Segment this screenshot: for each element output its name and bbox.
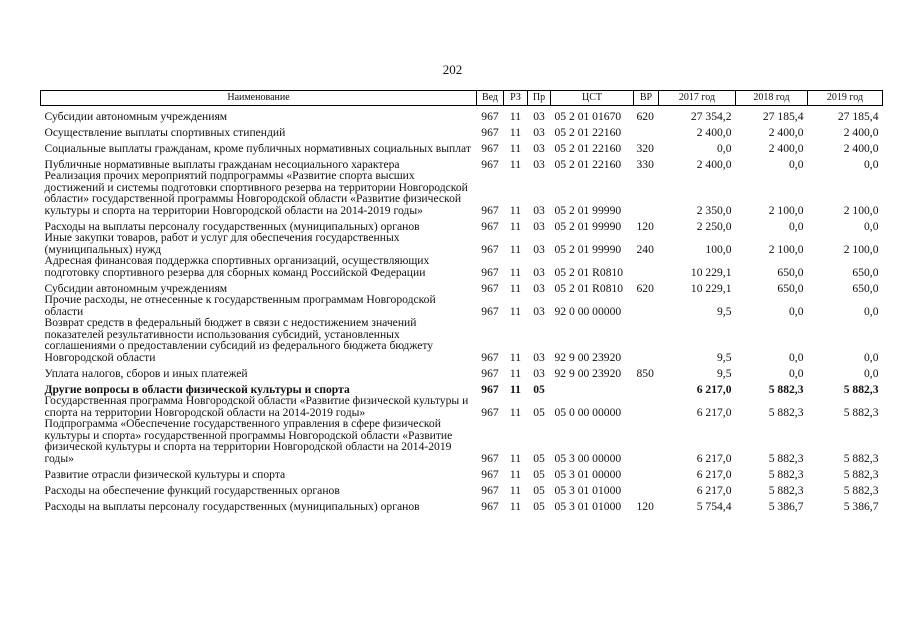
- cell-2019: 5 882,3: [843, 382, 879, 396]
- cell-pr: 05: [533, 467, 545, 481]
- cell-2018: 650,0: [777, 281, 804, 295]
- cell-pr: 05: [533, 483, 545, 497]
- cell-2018: 5 882,3: [768, 483, 804, 497]
- cell-2017: 6 217,0: [696, 451, 732, 465]
- cell-name: Уплата налогов, сборов и иных платежей: [44, 366, 248, 380]
- cell-2017: 0,0: [717, 141, 732, 155]
- table-row: [41, 216, 883, 232]
- cell-vr: [634, 170, 659, 216]
- cell-name: Реализация прочих мероприятий подпрограммы «Развитие спорта высших достижений и системы подготовки спортивного резерва на территории Новгородской области» государственной программы Новгородской области «Развитие физической культуры и спорта на территории Новгородской области на 2014-2019 годы»: [44, 169, 468, 217]
- cell-name: Осуществление выплаты спортивных стипендий: [44, 125, 286, 139]
- cell-vr: [634, 379, 659, 395]
- cell-ved: 967: [481, 366, 499, 380]
- table-row: [41, 170, 883, 216]
- table-row: [41, 278, 883, 294]
- cell-vr: [634, 395, 659, 418]
- cell-pr: 05: [533, 382, 545, 396]
- cell-vr: 120: [636, 219, 654, 233]
- cell-2018: 5 882,3: [768, 451, 804, 465]
- cell-ved: 967: [481, 219, 499, 233]
- cell-cst: 05 2 01 22160: [554, 141, 622, 155]
- cell-cst: 05 2 01 R0810: [554, 265, 624, 279]
- cell-2018: 0,0: [789, 350, 804, 364]
- cell-cst: 05 2 01 99990: [554, 242, 622, 256]
- cell-2017: 6 217,0: [696, 405, 732, 419]
- cell-2018: 0,0: [789, 219, 804, 233]
- cell-2019: 0,0: [864, 350, 879, 364]
- cell-vr: [634, 255, 659, 278]
- cell-rz: 11: [509, 203, 522, 217]
- cell-name: Публичные нормативные выплаты гражданам несоциального характера: [44, 157, 400, 171]
- cell-2017: 5 754,4: [696, 499, 732, 513]
- cell-ved: 967: [481, 499, 499, 513]
- cell-cst: 05 2 01 99990: [554, 219, 622, 233]
- column-header-rz: РЗ: [504, 91, 528, 106]
- cell-ved: 967: [481, 451, 499, 465]
- cell-rz: 11: [509, 265, 522, 279]
- cell-pr: 05: [533, 405, 545, 419]
- table-header: [41, 91, 883, 106]
- cell-name: Социальные выплаты гражданам, кроме публичных нормативных социальных выплат: [44, 141, 471, 155]
- cell-2019: 0,0: [864, 219, 879, 233]
- cell-name: Возврат средств в федеральный бюджет в связи с недостижением значений показателей результативности использования субсидий, установленных соглашениями о предоставлении субсидий из федерального бюджета бюджету Новгородской области: [44, 316, 434, 364]
- cell-rz: 11: [510, 382, 521, 396]
- cell-rz: 11: [509, 366, 522, 380]
- cell-pr: 03: [533, 242, 545, 256]
- cell-cst: 05 2 01 R0810: [554, 281, 624, 295]
- cell-pr: 03: [533, 281, 545, 295]
- cell-2017: 9,5: [717, 366, 732, 380]
- cell-2019: 5 386,7: [843, 499, 879, 513]
- cell-2019: 0,0: [864, 304, 879, 318]
- cell-2018: 5 882,3: [768, 382, 804, 396]
- cell-ved: 967: [481, 141, 499, 155]
- column-header-name: Наименование: [41, 91, 477, 106]
- cell-2017: 2 400,0: [696, 125, 732, 139]
- cell-cst: 05 2 01 99990: [554, 203, 622, 217]
- cell-cst: 92 9 00 23920: [554, 350, 622, 364]
- cell-cst: 05 3 01 01000: [554, 499, 622, 513]
- cell-2017: 9,5: [717, 304, 732, 318]
- cell-name: Субсидии автономным учреждениям: [44, 281, 228, 295]
- table-row: [41, 294, 883, 317]
- cell-2019: 2 100,0: [843, 242, 879, 256]
- cell-2017: 2 400,0: [696, 157, 732, 171]
- cell-name: Другие вопросы в области физической культуры и спорта: [44, 382, 350, 396]
- table-row: [41, 138, 883, 154]
- table-row: [41, 122, 883, 138]
- cell-2018: 650,0: [777, 265, 804, 279]
- cell-2018: 5 386,7: [768, 499, 804, 513]
- cell-ved: 967: [481, 483, 499, 497]
- cell-rz: 11: [509, 109, 522, 123]
- cell-cst: [551, 379, 634, 395]
- cell-rz: 11: [509, 467, 522, 481]
- cell-2019: 0,0: [864, 157, 879, 171]
- cell-2018: 2 400,0: [768, 125, 804, 139]
- table-row: [41, 232, 883, 255]
- table-row: [41, 363, 883, 379]
- table-row: [41, 496, 883, 512]
- cell-vr: 240: [636, 242, 654, 256]
- table-row: [41, 464, 883, 480]
- table-row: [41, 418, 883, 464]
- cell-pr: 03: [533, 219, 545, 233]
- cell-2017: 100,0: [705, 242, 732, 256]
- table-row: [41, 255, 883, 278]
- cell-2019: 5 882,3: [843, 405, 879, 419]
- cell-vr: 120: [636, 499, 654, 513]
- cell-vr: [634, 480, 659, 496]
- cell-rz: 11: [509, 350, 522, 364]
- cell-name: Расходы на выплаты персоналу государственных (муниципальных) органов: [44, 499, 420, 513]
- cell-2017: 2 350,0: [696, 203, 732, 217]
- cell-2018: 27 185,4: [762, 109, 804, 123]
- cell-rz: 11: [509, 157, 522, 171]
- cell-2019: 27 185,4: [837, 109, 879, 123]
- cell-vr: 320: [636, 141, 654, 155]
- cell-pr: 03: [533, 350, 545, 364]
- cell-2018: 2 100,0: [768, 242, 804, 256]
- cell-2018: 5 882,3: [768, 405, 804, 419]
- cell-rz: 11: [509, 141, 522, 155]
- cell-pr: 03: [533, 125, 545, 139]
- cell-pr: 03: [533, 366, 545, 380]
- cell-vr: [634, 294, 659, 317]
- table-row: [41, 395, 883, 418]
- cell-pr: 03: [533, 265, 545, 279]
- cell-name: Адресная финансовая поддержка спортивных организаций, осуществляющих подготовку спортивного резерва для сборных команд Российской Федерации: [44, 254, 430, 279]
- cell-name: Государственная программа Новгородской области «Развитие физической культуры и спорта на территории Новгородской области на 2014-2019 годы»: [44, 394, 469, 419]
- column-header-pr: Пр: [528, 91, 551, 106]
- cell-vr: [634, 464, 659, 480]
- cell-cst: 05 2 01 22160: [554, 157, 622, 171]
- table-row: [41, 379, 883, 395]
- table-row: [41, 317, 883, 363]
- cell-pr: 03: [533, 304, 545, 318]
- cell-vr: 620: [636, 109, 654, 123]
- cell-rz: 11: [509, 405, 522, 419]
- cell-pr: 05: [533, 451, 545, 465]
- column-header-2019: 2019 год: [808, 91, 883, 106]
- cell-ved: 967: [481, 203, 499, 217]
- column-header-vr: ВР: [634, 91, 659, 106]
- cell-pr: 03: [533, 141, 545, 155]
- page-number: 202: [442, 62, 463, 77]
- cell-ved: 967: [481, 467, 499, 481]
- cell-vr: [634, 122, 659, 138]
- cell-name: Прочие расходы, не отнесенные к государственным программам Новгородской области: [44, 293, 436, 318]
- cell-name: Субсидии автономным учреждениям: [44, 109, 228, 123]
- cell-ved: 967: [481, 405, 499, 419]
- cell-2019: 650,0: [852, 281, 879, 295]
- cell-ved: 967: [481, 304, 499, 318]
- cell-2019: 5 882,3: [843, 451, 879, 465]
- cell-cst: 05 3 00 00000: [554, 451, 622, 465]
- cell-ved: 967: [481, 265, 499, 279]
- column-header-cst: ЦСТ: [551, 91, 634, 106]
- cell-ved: 967: [481, 125, 499, 139]
- table-row: [41, 480, 883, 496]
- cell-2019: 5 882,3: [843, 483, 879, 497]
- cell-ved: 967: [481, 109, 499, 123]
- cell-ved: 967: [481, 242, 499, 256]
- cell-cst: 05 0 00 00000: [554, 405, 622, 419]
- cell-ved: 967: [481, 281, 499, 295]
- column-header-2017: 2017 год: [659, 91, 736, 106]
- cell-2017: 27 354,2: [690, 109, 732, 123]
- cell-cst: 05 2 01 01670: [554, 109, 622, 123]
- cell-2018: 0,0: [789, 366, 804, 380]
- cell-2017: 10 229,1: [690, 281, 732, 295]
- cell-ved: 967: [481, 157, 499, 171]
- cell-cst: 05 3 01 00000: [554, 467, 622, 481]
- cell-2018: 0,0: [789, 157, 804, 171]
- cell-cst: 92 9 00 23920: [554, 366, 622, 380]
- column-header-2018: 2018 год: [736, 91, 808, 106]
- cell-rz: 11: [509, 242, 522, 256]
- cell-ved: 967: [481, 382, 499, 396]
- cell-ved: 967: [481, 350, 499, 364]
- cell-cst: 05 2 01 22160: [554, 125, 622, 139]
- cell-vr: 330: [636, 157, 654, 171]
- budget-table: [40, 90, 883, 512]
- cell-name: Иные закупки товаров, работ и услуг для обеспечения государственных (муниципальных) нужд: [44, 231, 400, 256]
- cell-2017: 9,5: [717, 350, 732, 364]
- cell-name: Расходы на обеспечение функций государственных органов: [44, 483, 340, 497]
- cell-vr: 850: [636, 366, 654, 380]
- cell-2018: 2 400,0: [768, 141, 804, 155]
- cell-2017: 2 250,0: [696, 219, 732, 233]
- cell-vr: [634, 418, 659, 464]
- cell-2017: 6 217,0: [696, 467, 732, 481]
- table-row: [41, 106, 883, 123]
- cell-rz: 11: [509, 304, 522, 318]
- cell-rz: 11: [509, 219, 522, 233]
- cell-pr: 03: [533, 157, 545, 171]
- cell-2018: 0,0: [789, 304, 804, 318]
- cell-2017: 6 217,0: [696, 382, 732, 396]
- cell-vr: 620: [636, 281, 654, 295]
- cell-rz: 11: [509, 125, 522, 139]
- column-header-ved: Вед: [477, 91, 504, 106]
- cell-2017: 6 217,0: [696, 483, 732, 497]
- cell-rz: 11: [509, 451, 522, 465]
- cell-2019: 5 882,3: [843, 467, 879, 481]
- cell-name: Развитие отрасли физической культуры и спорта: [44, 467, 286, 481]
- cell-cst: 05 3 01 01000: [554, 483, 622, 497]
- cell-2019: 650,0: [852, 265, 879, 279]
- cell-pr: 05: [533, 499, 545, 513]
- cell-2019: 0,0: [864, 366, 879, 380]
- cell-2019: 2 400,0: [843, 125, 879, 139]
- cell-2018: 5 882,3: [768, 467, 804, 481]
- cell-name: Подпрограмма «Обеспечение государственного управления в сфере физической культуры и спорта» государственной программы Новгородской области «Развитие физической культуры и спорта на территории Новгородской области на 2014-2019 годы»: [44, 417, 453, 465]
- cell-2019: 2 100,0: [843, 203, 879, 217]
- cell-2017: 10 229,1: [690, 265, 732, 279]
- cell-rz: 11: [509, 499, 522, 513]
- cell-cst: 92 0 00 00000: [554, 304, 622, 318]
- table-row: [41, 154, 883, 170]
- cell-pr: 03: [533, 109, 545, 123]
- cell-2018: 2 100,0: [768, 203, 804, 217]
- cell-rz: 11: [509, 483, 522, 497]
- cell-rz: 11: [509, 281, 522, 295]
- cell-name: Расходы на выплаты персоналу государственных (муниципальных) органов: [44, 219, 420, 233]
- cell-pr: 03: [533, 203, 545, 217]
- cell-vr: [634, 317, 659, 363]
- cell-2019: 2 400,0: [843, 141, 879, 155]
- table-body: [41, 106, 883, 513]
